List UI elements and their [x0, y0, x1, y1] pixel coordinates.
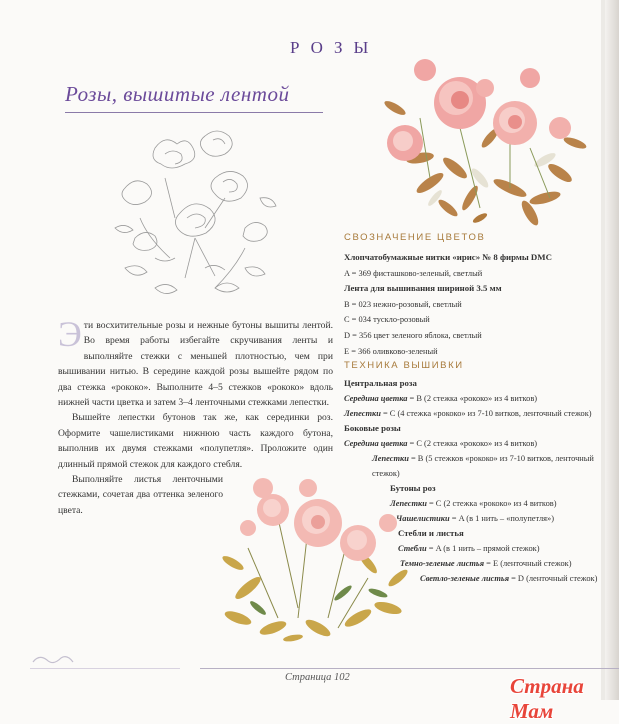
footer-rule: [200, 668, 619, 669]
scribble-mark: [30, 650, 80, 670]
page-number: Страница 102: [285, 672, 350, 683]
light-green-leaves: Светло-зеленые листья = D (ленточный стежок): [420, 574, 598, 583]
ribbon-d: D = 356 цвет зеленого яблока, светлый: [344, 330, 482, 340]
page-header-title: РОЗЫ: [290, 38, 380, 57]
section-title: Розы, вышитые лентой: [65, 82, 290, 106]
technique-heading: ТЕХНИКА ВЫШИВКИ: [344, 360, 464, 371]
intro-paragraph-2: Вышейте лепестки бутонов так же, как серединки роз. Оформите чашелистиками нижнюю часть каждого бутона, выполнив их двумя стежками «полупетля». Проложите один длинный прямой стежок для каждого стебля.: [58, 412, 333, 470]
ribbon-title: Лента для вышивания шириной 3.5 мм: [344, 283, 502, 294]
central-rose-heading: Центральная роза: [344, 378, 417, 388]
intro-paragraph-3: Выполняйте листья ленточными стежками, сочетая два оттенка зеленого цвета.: [58, 474, 223, 516]
thread-a: A = 369 фисташково-зеленый, светлый: [344, 268, 483, 278]
buds-sepals: Чашелистики = A (в 1 нить – «полупетля»): [396, 514, 554, 523]
technique-list: [344, 376, 606, 586]
stems-leaves-heading: Стебли и листья: [398, 528, 464, 538]
embroidery-pattern-sketch: [95, 118, 295, 318]
ribbon-c: C = 034 тускло-розовый: [344, 315, 430, 325]
buds-heading: Бутоны роз: [390, 483, 436, 493]
central-rose-center: Середина цветка = B (2 стежка «рококо» из 4 витков): [344, 394, 538, 403]
watermark: Страна Мам: [510, 674, 584, 723]
side-roses-heading: Боковые розы: [344, 423, 401, 433]
materials-heading: СВОЗНАЧЕНИЕ ЦВЕТОВ: [344, 232, 486, 243]
title-divider: [65, 112, 323, 113]
footer-rule-left: [30, 668, 180, 669]
rose-embroidery-illustration-top: [360, 48, 610, 228]
intro-paragraph-1: ти восхитительные розы и нежные бутоны вышиты лентой. Во время работы избегайте скручивания ленты и выполняйте стежки с меньшей плотностью, чем при вышивании нитью. В середине каждой розы вышейте рядом по два стежка «рококо». Выполните 4–5 стежков «рококо» вдоль нижней части цветка и затем 3–4 ленточными стежками лепестки.: [58, 320, 333, 409]
ribbon-e: E = 366 оливково-зеленый: [344, 346, 438, 356]
side-roses-petals: Лепестки = B (5 стежков «рококо» из 7-10 витков, ленточный стежок): [372, 454, 594, 478]
central-rose-petals: Лепестки = C (4 стежка «рококо» из 7-10 витков, ленточный стежок): [344, 409, 592, 418]
drop-cap: Э: [58, 314, 82, 354]
buds-petals: Лепестки = C (2 стежка «рококо» из 4 витков): [390, 499, 557, 508]
ribbon-b: B = 023 нежно-розовый, светлый: [344, 299, 462, 309]
dark-green-leaves: Темно-зеленые листья = E (ленточный стежок): [400, 559, 572, 568]
thread-title: Хлопчатобумажные нитки «ирис» № 8 фирмы DMC: [344, 252, 552, 262]
stems: Стебли = A (в 1 нить – прямой стежок): [398, 544, 540, 553]
side-roses-center: Середина цветка = C (2 стежка «рококо» из 4 витков): [344, 439, 538, 448]
materials-list: [344, 250, 606, 359]
intro-text: [58, 314, 333, 518]
